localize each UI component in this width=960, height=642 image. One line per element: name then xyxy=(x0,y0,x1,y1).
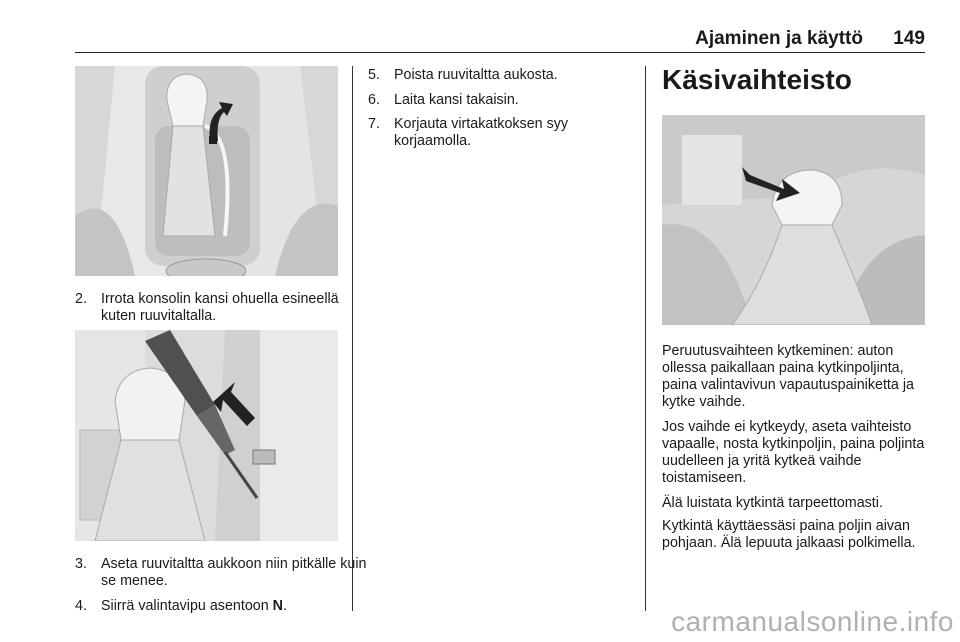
column-divider xyxy=(645,66,646,611)
page-header xyxy=(75,26,925,53)
step-item: 5. Poista ruuvitaltta aukosta. xyxy=(368,67,558,83)
paragraph: Jos vaihde ei kytkeydy, aseta vaihteisto vapaalle, nosta kytkinpoljin, paina poljinta uudelleen ja yritä kytkeä vaihde toistamiseen. xyxy=(662,419,925,486)
header-title: Ajaminen ja käyttö xyxy=(695,28,863,49)
paragraph: Peruutusvaihteen kytkeminen: auton ollessa paikallaan paina kytkinpoljinta, paina valintavivun vapautuspainiketta ja kytke vaihde. xyxy=(662,343,914,410)
step-item: 6. Laita kansi takaisin. xyxy=(368,92,519,108)
column-divider xyxy=(352,66,353,611)
step-item: 3. Aseta ruuvitaltta aukkoon niin pitkälle kuin se menee. xyxy=(75,556,367,589)
page-number: 149 xyxy=(893,28,925,49)
paragraph: Älä luistata kytkintä tarpeettomasti. xyxy=(662,495,883,511)
step-item: 2. Irrota konsolin kansi ohuella esineellä kuten ruuvitaltalla. xyxy=(75,291,339,324)
gear-selector-illustration xyxy=(75,66,338,276)
step-item: 7. Korjauta virtakatkoksen syy korjaamolla. xyxy=(368,116,569,149)
step-item: 4. Siirrä valintavipu asentoon N. xyxy=(75,598,287,614)
screwdriver-illustration xyxy=(75,330,338,541)
gear-position-label: N xyxy=(272,598,283,614)
paragraph: Kytkintä käyttäessäsi paina poljin aivan pohjaan. Älä lepuuta jalkaasi polkimella. xyxy=(662,518,916,551)
watermark: carmanualsonline.info xyxy=(671,606,954,637)
manual-gearbox-illustration xyxy=(662,115,925,325)
section-title: Käsivaihteisto xyxy=(662,64,852,95)
